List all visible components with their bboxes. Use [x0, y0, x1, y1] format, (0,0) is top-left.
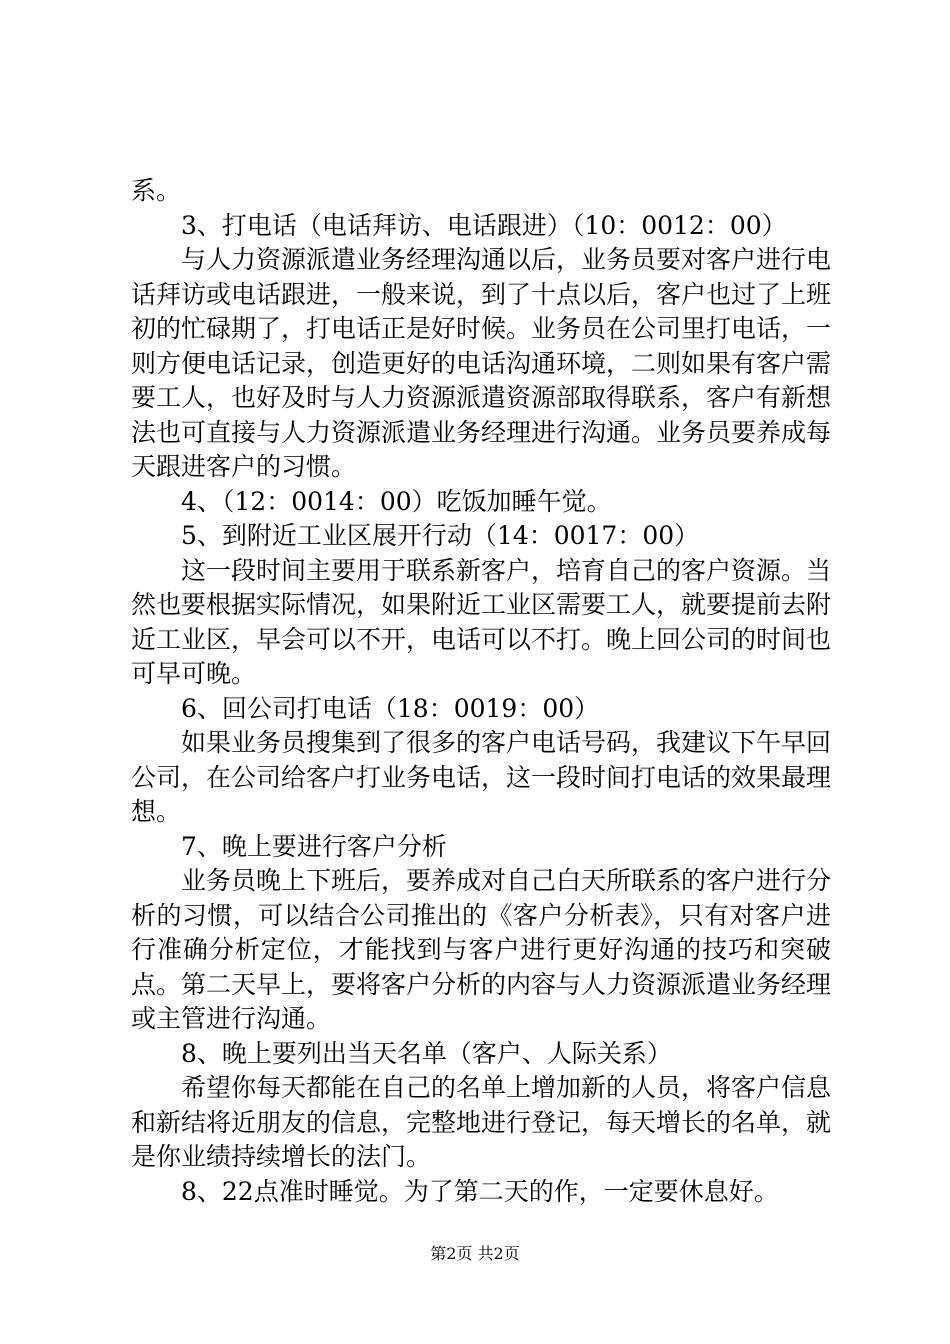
paragraph-5: 这一段时间主要用于联系新客户，培育自己的客户资源。当然也要根据实际情况，如果附近工业区需要工人，就要提前去附近工业区，早会可以不开，电话可以不打。晚上回公司的时间也可早可晚。 [131, 555, 832, 688]
paragraph-2: 与人力资源派遣业务经理沟通以后，业务员要对客户进行电话拜访或电话跟进，一般来说，到了十点以后，客户也过了上班初的忙碌期了，打电话正是好时候。业务员在公司里打电话，一则方便电话记录，创造更好的电话沟通环境，二则如果有客户需要工人，也好及时与人力资源派遣资源部取得联系，客户有新想法也可直接与人力资源派遣业务经理进行沟通。业务员要养成每天跟进客户的习惯。 [131, 245, 832, 481]
paragraph-3: 4、（12：0014：00）吃饭加睡午觉。 [181, 486, 612, 516]
paragraph-4: 5、到附近工业区展开行动（14：0017：00） [181, 521, 700, 550]
paragraph-11: 希望你每天都能在自己的名单上增加新的人员，将客户信息和新结将近朋友的信息，完整地进行登记，每天增长的名单，就是你业绩持续增长的法门。 [131, 1073, 832, 1171]
paragraph-12: 8、22点准时睡觉。为了第二天的作，一定要休息好。 [181, 1176, 779, 1206]
document-body [131, 174, 831, 1209]
paragraph-8: 7、晚上要进行客户分析 [181, 831, 447, 861]
paragraph-9: 业务员晚上下班后，要养成对自己白天所联系的客户进行分析的习惯，可以结合公司推出的《客户分析表》，只有对客户进行准确分析定位，才能找到与客户进行更好沟通的技巧和突破点。第二天早上，要将客户分析的内容与人力资源派遣业务经理或主管进行沟通。 [131, 866, 832, 1033]
page-number-label: 第2页 共2页 [430, 1244, 520, 1263]
paragraph-0: 系。 [131, 176, 182, 205]
paragraph-10: 8、晚上要列出当天名单（客户、人际关系） [181, 1038, 672, 1068]
paragraph-7: 如果业务员搜集到了很多的客户电话号码，我建议下午早回公司，在公司给客户打业务电话，这一段时间打电话的效果最理想。 [131, 728, 832, 826]
paragraph-6: 6、回公司打电话（18：0019：00） [181, 693, 600, 723]
page-footer [0, 1244, 950, 1264]
paragraph-1: 3、打电话（电话拜访、电话跟进）（10：0012：00） [181, 210, 787, 240]
